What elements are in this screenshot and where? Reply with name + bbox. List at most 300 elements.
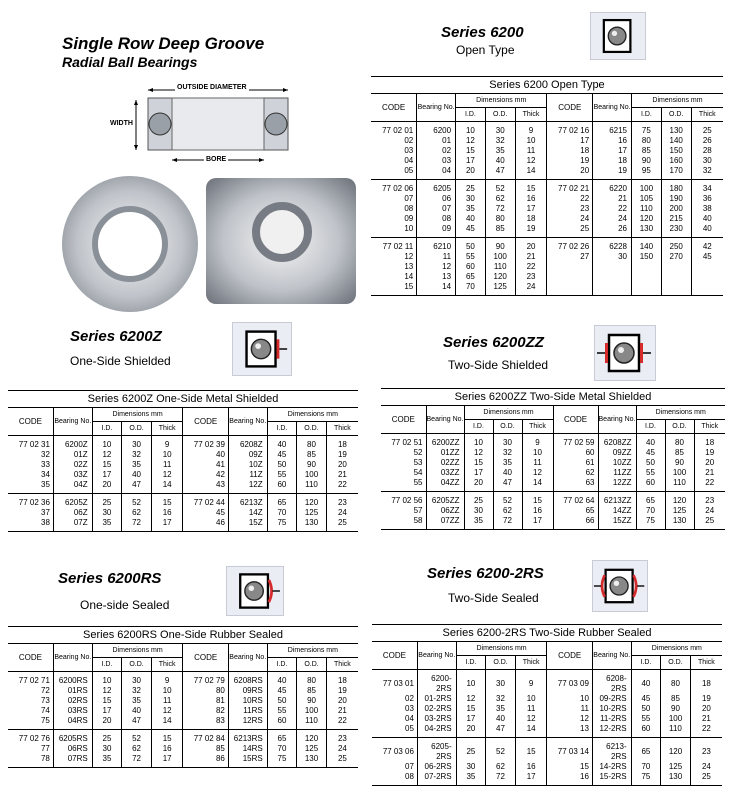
bearing-no-cell: 6220 [593, 180, 632, 195]
od-cell: 72 [485, 204, 515, 214]
dimensions-table [371, 76, 723, 296]
od-cell: 85 [665, 448, 694, 458]
id-header: I.D. [631, 656, 661, 670]
od-cell: 100 [665, 468, 694, 478]
code-cell: 77 02 06 [382, 184, 414, 193]
thick-cell: 14 [522, 478, 553, 492]
code-cell: 73 [40, 696, 50, 705]
od-cell: 40 [493, 468, 522, 478]
id-cell: 55 [631, 714, 661, 724]
od-cell: 130 [661, 772, 691, 786]
bearing-photo-cutaway [206, 178, 356, 304]
bearing-no-cell: 09-2RS [592, 694, 631, 704]
code-cell: 77 02 64 [553, 492, 598, 507]
code-header: CODE [183, 644, 228, 672]
id-cell: 20 [92, 716, 122, 730]
code-cell: 35 [8, 480, 53, 494]
code-cell: 77 02 26 [547, 238, 593, 253]
bearing-no-cell: 15-2RS [592, 772, 631, 786]
thick-cell: 11 [515, 146, 547, 156]
od-cell: 90 [485, 238, 515, 253]
code-cell: 46 [183, 518, 228, 532]
id-cell: 35 [92, 754, 122, 768]
thick-cell: 18 [690, 670, 722, 695]
thick-cell: 9 [151, 436, 183, 451]
od-cell: 72 [122, 754, 152, 768]
od-cell: 270 [661, 252, 691, 262]
id-header: I.D. [636, 420, 665, 434]
thick-header: Thick [691, 108, 723, 122]
code-cell: 15 [547, 762, 592, 772]
bearing-no-header: Bearing No. [598, 406, 636, 434]
dimensions-header: Dimensions mm [267, 408, 358, 422]
dimensions-header: Dimensions mm [92, 644, 183, 658]
od-cell: 47 [122, 716, 152, 730]
od-cell: 40 [122, 706, 152, 716]
thick-cell: 24 [694, 506, 725, 516]
code-cell: 77 03 09 [547, 670, 592, 695]
bearing-no-cell: 6205RS [53, 730, 92, 745]
id-cell: 10 [92, 436, 122, 451]
bearing-no-cell: 03 [417, 156, 456, 166]
table-row [8, 696, 358, 706]
thick-cell: 18 [326, 672, 358, 687]
thick-cell: 17 [151, 754, 183, 768]
thick-header: Thick [515, 108, 547, 122]
code-cell: 15 [371, 282, 417, 296]
table-row [371, 194, 723, 204]
bearing-no-cell: 6200 [417, 122, 456, 137]
code-cell: 66 [553, 516, 598, 530]
dimensions-header: Dimensions mm [631, 642, 722, 656]
od-cell: 180 [661, 180, 691, 195]
thick-cell: 34 [691, 180, 723, 195]
thick-cell: 25 [690, 772, 722, 786]
table-row [371, 204, 723, 214]
code-cell: 54 [413, 468, 423, 477]
bearing-no-header: Bearing No. [228, 644, 267, 672]
id-header: I.D. [267, 658, 297, 672]
dimensions-table [381, 388, 725, 530]
code-cell: 10 [547, 694, 592, 704]
bearing-no-header: Bearing No. [53, 644, 92, 672]
code-header: CODE [8, 644, 53, 672]
thick-cell: 17 [515, 772, 547, 786]
table-title: Series 6200 Open Type [371, 77, 723, 94]
code-cell: 77 03 06 [382, 747, 414, 756]
thick-cell: 19 [326, 686, 358, 696]
code-cell: 08 [372, 772, 417, 786]
page-title: Single Row Deep Groove [62, 34, 265, 53]
bearing-no-cell: 6200-2RS [417, 670, 456, 695]
thick-cell: 25 [691, 122, 723, 137]
code-cell: 77 02 21 [547, 180, 593, 195]
bearing-no-cell: 12 [417, 262, 456, 272]
empty-cell [631, 262, 661, 272]
od-cell: 100 [297, 470, 327, 480]
id-cell: 17 [464, 468, 493, 478]
bearing-no-cell: 06ZZ [426, 506, 464, 516]
od-cell: 35 [486, 704, 516, 714]
code-cell: 77 02 44 [183, 494, 228, 509]
id-cell: 40 [267, 672, 297, 687]
thick-cell: 19 [515, 224, 547, 238]
thick-header: Thick [522, 420, 553, 434]
bearing-no-cell: 02Z [53, 460, 92, 470]
thick-cell: 22 [326, 480, 358, 494]
od-header: O.D. [661, 108, 691, 122]
table-row [8, 672, 358, 687]
code-cell: 77 02 71 [18, 676, 50, 685]
od-cell: 30 [122, 436, 152, 451]
od-cell: 125 [297, 508, 327, 518]
code-cell: 08 [404, 204, 414, 213]
id-cell: 60 [456, 262, 486, 272]
table-row [371, 282, 723, 296]
od-header: O.D. [122, 658, 152, 672]
bearing-no-cell: 06Z [53, 508, 92, 518]
od-cell: 52 [122, 494, 152, 509]
bearing-no-cell: 07-2RS [417, 772, 456, 786]
table-row [8, 716, 358, 730]
code-cell: 05 [371, 166, 417, 180]
dimensions-table [372, 624, 722, 786]
table-title: Series 6200Z One-Side Metal Shielded [8, 391, 358, 408]
bearing-no-cell: 11-2RS [592, 714, 631, 724]
thick-cell: 42 [691, 238, 723, 253]
series-type: Two-Side Shielded [448, 358, 549, 372]
series-type: One-side Sealed [80, 598, 170, 612]
thick-cell: 17 [515, 204, 547, 214]
thick-cell: 20 [326, 696, 358, 706]
od-cell: 90 [665, 458, 694, 468]
od-cell: 85 [297, 450, 327, 460]
bearing-no-cell: 04RS [53, 716, 92, 730]
od-cell: 110 [665, 478, 694, 492]
bearing-no-cell: 6208-2RS [592, 670, 631, 695]
id-header: I.D. [631, 108, 661, 122]
code-cell: 77 02 01 [382, 126, 414, 135]
table-row [371, 224, 723, 238]
bearing-no-cell: 21 [593, 194, 632, 204]
series-heading: Series 6200 [441, 24, 524, 41]
od-cell: 47 [122, 480, 152, 494]
code-cell: 77 03 01 [382, 679, 414, 688]
bearing-no-cell: 11Z [228, 470, 267, 480]
table-row [372, 738, 722, 763]
table-row [371, 262, 723, 272]
bearing-no-cell: 15RS [228, 754, 267, 768]
code-cell: 20 [547, 166, 593, 180]
od-header: O.D. [122, 422, 152, 436]
bearing-no-cell: 07RS [53, 754, 92, 768]
code-cell: 38 [8, 518, 53, 532]
code-header: CODE [8, 408, 53, 436]
table-row [381, 468, 725, 478]
id-cell: 65 [267, 494, 297, 509]
id-cell: 15 [456, 704, 486, 714]
series-type: Two-Side Sealed [448, 591, 539, 605]
dimensions-header: Dimensions mm [631, 94, 723, 108]
code-cell: 04 [404, 156, 414, 165]
thick-cell: 15 [522, 492, 553, 507]
code-cell: 85 [183, 744, 228, 754]
thick-cell: 23 [694, 492, 725, 507]
od-cell: 47 [493, 478, 522, 492]
code-cell: 25 [547, 224, 593, 238]
thick-cell: 10 [522, 448, 553, 458]
table-row [371, 166, 723, 180]
bearing-no-cell: 10ZZ [598, 458, 636, 468]
bearing-no-cell: 14 [417, 282, 456, 296]
od-cell: 90 [297, 460, 327, 470]
bearing-no-cell: 26 [593, 224, 632, 238]
id-cell: 105 [631, 194, 661, 204]
thick-cell: 21 [326, 706, 358, 716]
id-cell: 40 [267, 436, 297, 451]
bearing-section-icon [590, 12, 646, 60]
od-cell: 120 [297, 730, 327, 745]
thick-cell: 40 [691, 214, 723, 224]
thick-cell: 20 [515, 238, 547, 253]
empty-cell [661, 262, 691, 272]
od-cell: 35 [485, 146, 515, 156]
thick-cell: 23 [326, 494, 358, 509]
od-header: O.D. [297, 422, 327, 436]
empty-cell [593, 272, 632, 282]
od-cell: 30 [486, 670, 516, 695]
table-row [372, 772, 722, 786]
table-row [371, 238, 723, 253]
thick-cell: 19 [326, 450, 358, 460]
table-title: Series 6200-2RS Two-Side Rubber Sealed [372, 625, 722, 642]
thick-cell: 18 [694, 434, 725, 449]
id-cell: 15 [92, 460, 122, 470]
code-cell: 78 [8, 754, 53, 768]
id-cell: 50 [267, 460, 297, 470]
id-cell: 60 [267, 480, 297, 494]
series-type: One-Side Shielded [70, 354, 171, 368]
table-row [371, 272, 723, 282]
table-row [8, 450, 358, 460]
bearing-no-cell: 17 [593, 146, 632, 156]
id-header: I.D. [267, 422, 297, 436]
thick-cell: 23 [326, 730, 358, 745]
bearing-no-cell: 10Z [228, 460, 267, 470]
id-cell: 65 [456, 272, 486, 282]
dimensions-table [8, 390, 358, 532]
id-cell: 75 [267, 518, 297, 532]
thick-cell: 15 [151, 730, 183, 745]
bearing-no-cell: 04 [417, 166, 456, 180]
table-row [371, 252, 723, 262]
od-cell: 250 [661, 238, 691, 253]
empty-cell [547, 282, 593, 296]
od-header: O.D. [661, 656, 691, 670]
thick-cell: 22 [515, 262, 547, 272]
code-cell: 19 [547, 156, 593, 166]
bearing-no-cell: 22 [593, 204, 632, 214]
bearing-no-cell: 13 [417, 272, 456, 282]
thick-cell: 20 [326, 460, 358, 470]
thick-cell: 9 [515, 122, 547, 137]
dimensions-header: Dimensions mm [456, 642, 547, 656]
id-cell: 10 [456, 122, 486, 137]
code-cell: 03 [404, 146, 414, 155]
thick-cell: 24 [326, 508, 358, 518]
id-cell: 15 [92, 696, 122, 706]
bearing-no-cell: 19 [593, 166, 632, 180]
od-cell: 100 [661, 714, 691, 724]
id-cell: 45 [267, 450, 297, 460]
code-cell: 63 [553, 478, 598, 492]
thick-cell: 16 [515, 762, 547, 772]
code-cell: 13 [547, 724, 592, 738]
thick-header: Thick [690, 656, 722, 670]
id-cell: 60 [636, 478, 665, 492]
id-cell: 70 [631, 762, 661, 772]
bearing-no-cell: 09ZZ [598, 448, 636, 458]
id-header: I.D. [456, 656, 486, 670]
series-heading: Series 6200ZZ [443, 334, 544, 351]
bearing-no-cell: 10-2RS [592, 704, 631, 714]
id-cell: 150 [631, 252, 661, 262]
empty-cell [661, 282, 691, 296]
id-cell: 50 [636, 458, 665, 468]
table-row [8, 470, 358, 480]
bearing-no-cell: 06RS [53, 744, 92, 754]
od-cell: 40 [122, 470, 152, 480]
dimensions-header: Dimensions mm [92, 408, 183, 422]
thick-cell: 12 [515, 714, 547, 724]
thick-cell: 24 [515, 282, 547, 296]
od-cell: 72 [486, 772, 516, 786]
code-cell: 80 [183, 686, 228, 696]
id-cell: 35 [456, 204, 486, 214]
bearing-no-cell: 11RS [228, 706, 267, 716]
id-cell: 17 [456, 156, 486, 166]
code-cell: 77 02 56 [391, 496, 423, 505]
empty-cell [631, 282, 661, 296]
code-cell: 22 [547, 194, 593, 204]
id-cell: 70 [636, 506, 665, 516]
thick-cell: 12 [151, 470, 183, 480]
od-cell: 32 [493, 448, 522, 458]
thick-cell: 24 [690, 762, 722, 772]
od-cell: 62 [485, 194, 515, 204]
od-cell: 110 [485, 262, 515, 272]
thick-cell: 40 [691, 224, 723, 238]
thick-cell: 38 [691, 204, 723, 214]
od-cell: 80 [297, 672, 327, 687]
id-cell: 100 [631, 180, 661, 195]
od-cell: 32 [122, 450, 152, 460]
thick-cell: 28 [691, 146, 723, 156]
empty-cell [691, 262, 723, 272]
id-cell: 30 [456, 194, 486, 204]
code-cell: 75 [8, 716, 53, 730]
series-heading: Series 6200Z [70, 328, 162, 345]
code-cell: 57 [413, 506, 423, 515]
bearing-no-cell: 03Z [53, 470, 92, 480]
thick-cell: 25 [326, 518, 358, 532]
code-cell: 17 [547, 136, 593, 146]
table-row [8, 494, 358, 509]
od-cell: 47 [486, 724, 516, 738]
id-cell: 60 [631, 724, 661, 738]
table-row [381, 458, 725, 468]
table-row [8, 706, 358, 716]
id-cell: 55 [456, 252, 486, 262]
id-cell: 35 [92, 518, 122, 532]
thick-cell: 16 [151, 744, 183, 754]
id-cell: 12 [92, 450, 122, 460]
od-cell: 32 [486, 694, 516, 704]
table-row [8, 518, 358, 532]
id-cell: 15 [464, 458, 493, 468]
id-cell: 40 [456, 214, 486, 224]
bearing-no-cell: 04-2RS [417, 724, 456, 738]
thick-header: Thick [151, 658, 183, 672]
code-cell: 23 [547, 204, 593, 214]
bearing-no-cell: 06 [417, 194, 456, 204]
od-cell: 85 [485, 224, 515, 238]
bearing-no-header: Bearing No. [228, 408, 267, 436]
id-cell: 55 [267, 706, 297, 716]
od-cell: 120 [485, 272, 515, 282]
bearing-section-icon [592, 560, 648, 612]
series-heading: Series 6200RS [58, 570, 162, 587]
bearing-section-icon [226, 566, 284, 616]
bearing-no-cell: 6205-2RS [417, 738, 456, 763]
bearing-no-cell: 03-2RS [417, 714, 456, 724]
bearing-no-cell: 08 [417, 214, 456, 224]
empty-cell [593, 282, 632, 296]
bearing-no-cell: 6213RS [228, 730, 267, 745]
id-cell: 95 [631, 166, 661, 180]
id-cell: 50 [456, 238, 486, 253]
bearing-no-cell: 6208Z [228, 436, 267, 451]
thick-header: Thick [326, 658, 358, 672]
table-row [381, 506, 725, 516]
code-cell: 77 02 39 [183, 436, 228, 451]
id-cell: 10 [464, 434, 493, 449]
id-cell: 85 [631, 146, 661, 156]
thick-cell: 10 [515, 694, 547, 704]
thick-cell: 15 [151, 494, 183, 509]
od-cell: 40 [485, 156, 515, 166]
bearing-no-cell: 30 [593, 252, 632, 262]
dimensions-header: Dimensions mm [636, 406, 725, 420]
od-cell: 85 [297, 686, 327, 696]
id-cell: 60 [267, 716, 297, 730]
thick-cell: 11 [522, 458, 553, 468]
thick-cell: 19 [690, 694, 722, 704]
table-row [381, 434, 725, 449]
code-header: CODE [371, 94, 417, 122]
table-title: Series 6200ZZ Two-Side Metal Shielded [381, 389, 725, 406]
id-cell: 12 [464, 448, 493, 458]
bearing-no-cell: 6228 [593, 238, 632, 253]
outside-diameter-label: OUTSIDE DIAMETER [177, 84, 247, 91]
code-cell: 07 [404, 194, 414, 203]
code-cell: 34 [41, 470, 50, 479]
id-cell: 50 [267, 696, 297, 706]
code-cell: 12 [404, 252, 414, 261]
id-cell: 90 [631, 156, 661, 166]
od-cell: 230 [661, 224, 691, 238]
code-cell: 45 [183, 508, 228, 518]
